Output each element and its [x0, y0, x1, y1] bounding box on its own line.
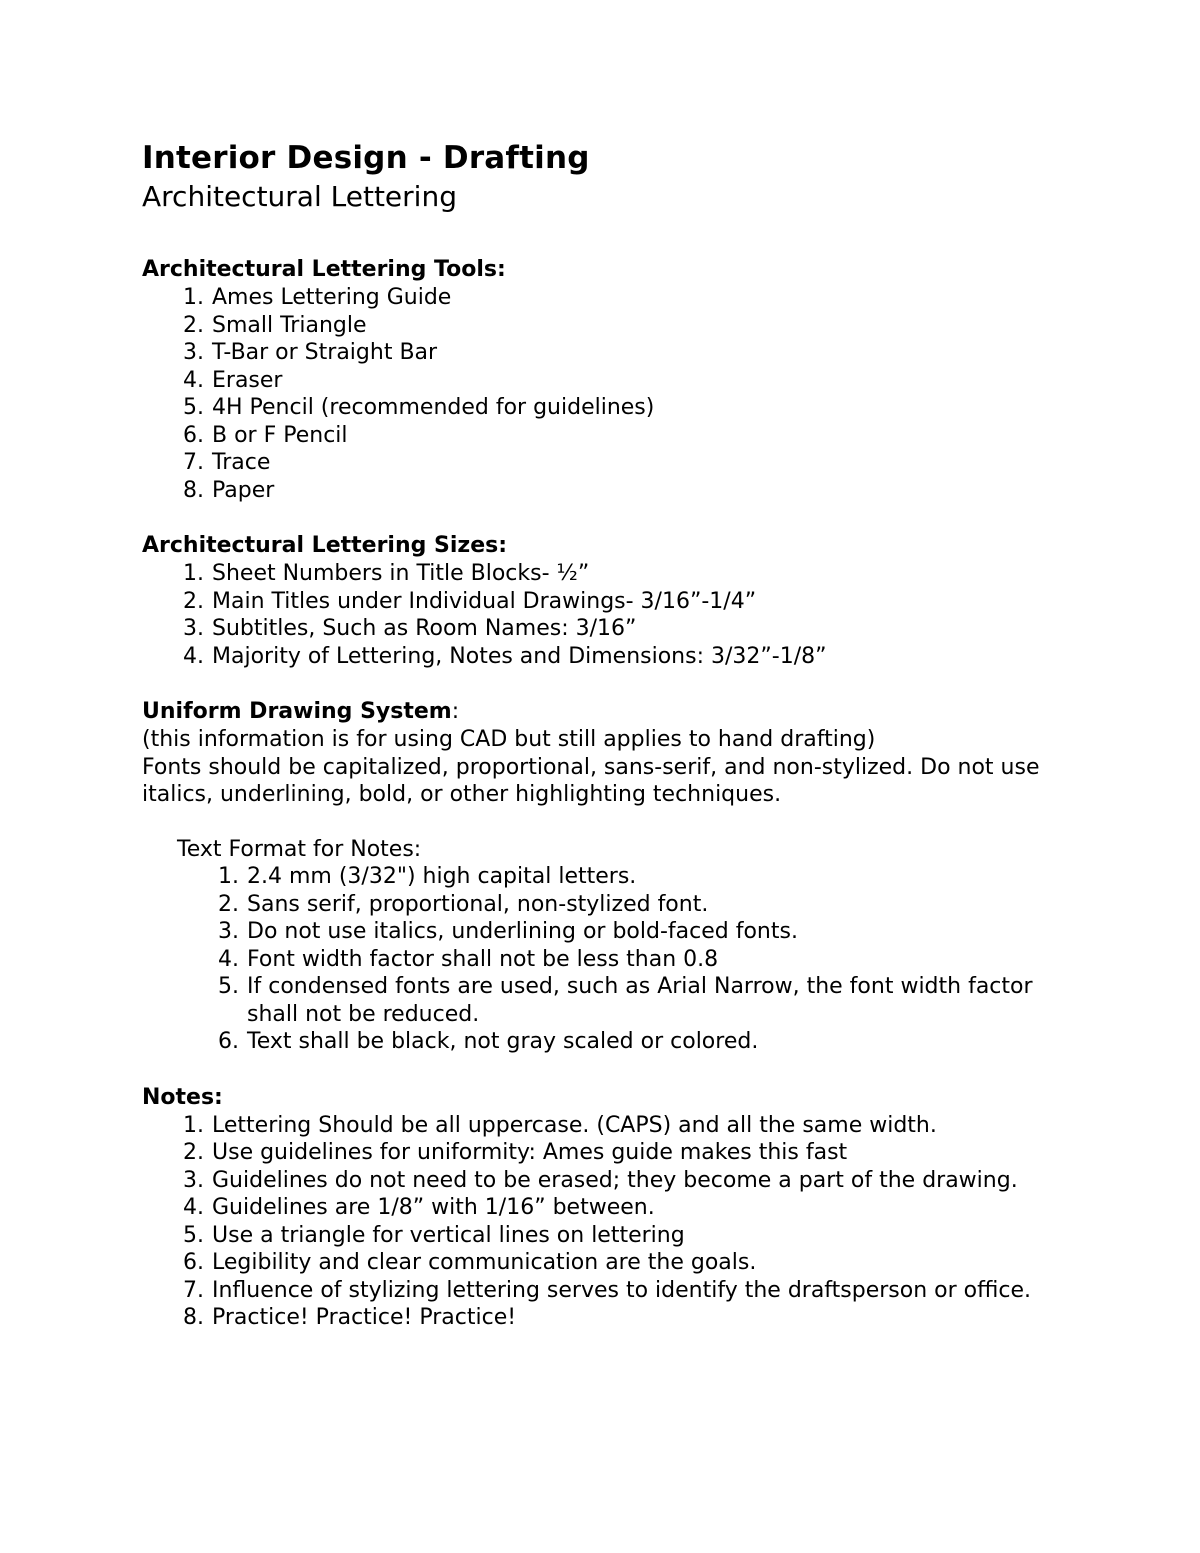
uds-description: Fonts should be capitalized, proportional, sans-serif, and non-stylized. Do not use italics, underlining, bold, or other highlighting techniques.	[142, 754, 1040, 807]
list-item: 4. Guidelines are 1/8” with 1/16” between.	[183, 1195, 655, 1220]
document-page	[142, 138, 1072, 1360]
text-format-section	[177, 836, 1072, 1056]
list-item: 3. T-Bar or Straight Bar	[183, 340, 438, 365]
list-item: 3. Guidelines do not need to be erased; they become a part of the drawing.	[183, 1167, 1018, 1193]
tools-list	[142, 284, 1072, 504]
list-item: 5. 4H Pencil (recommended for guidelines)	[183, 395, 655, 420]
list-item: 1. Lettering Should be all uppercase. (CAPS) and all the same width.	[183, 1112, 937, 1138]
text-format-heading: Text Format for Notes:	[177, 836, 422, 862]
sizes-section	[142, 532, 1072, 670]
list-item: 1. Ames Lettering Guide	[183, 285, 452, 310]
document-subtitle: Architectural Lettering	[142, 180, 457, 213]
list-item: 2. Main Titles under Individual Drawings- 3/16”-1/4”	[183, 588, 757, 614]
list-item: 3. Subtitles, Such as Room Names: 3/16”	[183, 616, 637, 641]
list-item: 2. Sans serif, proportional, non-stylized font.	[218, 891, 709, 917]
document-title: Interior Design - Drafting	[142, 140, 590, 176]
tools-section	[142, 256, 1072, 504]
notes-heading: Notes:	[142, 1084, 223, 1110]
sizes-heading: Architectural Lettering Sizes:	[142, 533, 508, 558]
list-item: 8. Practice! Practice! Practice!	[183, 1305, 517, 1330]
list-item: 7. Trace	[183, 450, 271, 475]
list-item: 4. Font width factor shall not be less than 0.8	[218, 946, 719, 972]
list-item: 5. If condensed fonts are used, such as Arial Narrow, the font width factor shall not be reduced.	[218, 974, 1033, 1027]
list-item: 2. Small Triangle	[183, 312, 367, 338]
list-item: 7. Influence of stylizing lettering serves to identify the draftsperson or office.	[183, 1277, 1032, 1303]
list-item: 4. Eraser	[183, 367, 283, 393]
list-item: 4. Majority of Lettering, Notes and Dimensions: 3/32”-1/8”	[183, 643, 827, 669]
list-item: 6. Text shall be black, not gray scaled or colored.	[218, 1029, 759, 1054]
notes-list	[142, 1112, 1072, 1332]
notes-section	[142, 1084, 1072, 1332]
list-item: 8. Paper	[183, 477, 275, 503]
list-item: 3. Do not use italics, underlining or bold-faced fonts.	[218, 919, 798, 944]
list-item: 5. Use a triangle for vertical lines on lettering	[183, 1222, 685, 1248]
tools-heading: Architectural Lettering Tools:	[142, 257, 506, 282]
list-item: 1. 2.4 mm (3/32") high capital letters.	[218, 864, 637, 889]
uds-heading: Uniform Drawing System:	[142, 699, 460, 724]
text-format-list	[177, 863, 1072, 1056]
list-item: 2. Use guidelines for uniformity: Ames guide makes this fast	[183, 1140, 848, 1165]
uds-section	[142, 698, 1072, 809]
uds-note: (this information is for using CAD but still applies to hand drafting)	[142, 727, 876, 752]
sizes-list	[142, 560, 1072, 670]
list-item: 1. Sheet Numbers in Title Blocks- ½”	[183, 561, 590, 586]
list-item: 6. B or F Pencil	[183, 422, 348, 448]
list-item: 6. Legibility and clear communication are the goals.	[183, 1250, 757, 1275]
